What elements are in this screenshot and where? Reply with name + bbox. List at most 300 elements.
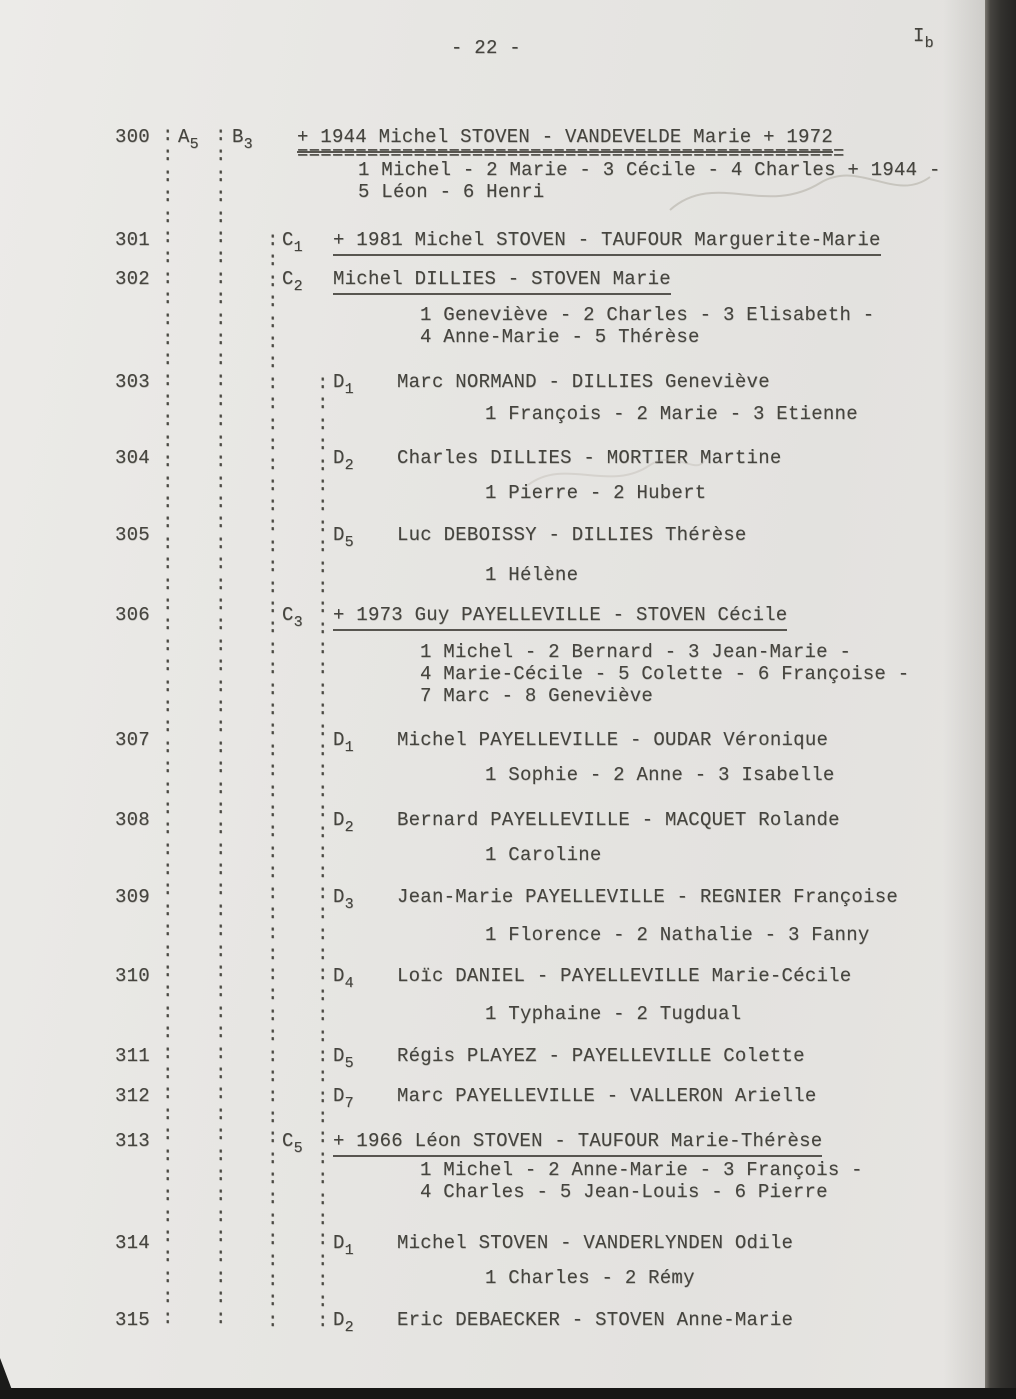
leader-colon: :	[267, 596, 279, 619]
leader-colon: :	[317, 800, 329, 823]
leader-colon: :	[317, 1309, 329, 1332]
generation-letter: C	[282, 268, 294, 290]
leader-colon: :	[267, 290, 279, 313]
leader-colon: :	[215, 715, 227, 738]
entry-header: Jean-Marie PAYELLEVILLE - REGNIER Françoise	[397, 886, 899, 908]
leader-colon: :	[162, 694, 174, 717]
entry-number: 301	[115, 229, 150, 251]
leader-colon: :	[215, 674, 227, 697]
leader-colon: :	[317, 1167, 329, 1190]
leader-colon: :	[215, 1041, 227, 1064]
leader-colon: :	[215, 776, 227, 799]
generation-letter: B	[232, 126, 244, 148]
leader-colon: :	[215, 205, 227, 228]
leader-colon: :	[267, 657, 279, 680]
leader-colon: :	[317, 473, 329, 496]
generation-label	[178, 126, 199, 153]
leader-colon: :	[215, 1245, 227, 1268]
generation-subscript: 3	[344, 896, 354, 913]
generation-subscript: 1	[293, 239, 303, 256]
leader-colon: :	[215, 1265, 227, 1288]
leader-colon: :	[215, 225, 227, 248]
leader-colon: :	[317, 1187, 329, 1210]
leader-colon: :	[317, 677, 329, 700]
leader-colon: :	[215, 1143, 227, 1166]
leader-colon: :	[215, 878, 227, 901]
children-line: 1 Hélène	[485, 564, 579, 586]
leader-colon: :	[162, 287, 174, 310]
leader-colon: :	[317, 514, 329, 537]
generation-label	[333, 1085, 354, 1112]
leader-colon: :	[267, 229, 279, 251]
leader-colon: :	[162, 1245, 174, 1268]
entry-header: Régis PLAYEZ - PAYELLEVILLE Colette	[397, 1045, 805, 1067]
leader-colon: :	[162, 572, 174, 595]
leader-colon: :	[215, 164, 227, 187]
leader-colon: :	[162, 1041, 174, 1064]
generation-subscript: 2	[344, 819, 354, 836]
leader-colon: :	[215, 1204, 227, 1227]
entry-number: 308	[115, 809, 150, 831]
leader-colon: :	[317, 881, 329, 904]
entry-number: 313	[115, 1130, 150, 1152]
leader-colon: :	[317, 942, 329, 965]
leader-colon: :	[317, 657, 329, 680]
leader-colon: :	[162, 327, 174, 350]
leader-colon: :	[162, 1286, 174, 1309]
leader-colon: :	[162, 368, 174, 391]
leader-colon: :	[267, 514, 279, 537]
leader-colon: :	[267, 1289, 279, 1312]
leader-colon: :	[267, 922, 279, 945]
leader-colon: :	[162, 450, 174, 473]
leader-colon: :	[162, 531, 174, 554]
leader-colon: :	[317, 616, 329, 639]
leader-colon: :	[215, 837, 227, 860]
leader-colon: :	[317, 718, 329, 741]
leader-colon: :	[267, 1248, 279, 1271]
leader-colon: :	[267, 677, 279, 700]
leader-colon: :	[162, 1204, 174, 1227]
scan-edge-corner-bottom-left	[0, 1358, 12, 1390]
leader-colon: :	[215, 633, 227, 656]
generation-letter: D	[333, 447, 345, 469]
leader-colon: :	[215, 1102, 227, 1125]
leader-colon: :	[215, 1082, 227, 1105]
leader-colon: :	[267, 1166, 279, 1189]
children-line: 4 Anne-Marie - 5 Thérèse	[420, 326, 700, 348]
entry-header: Marc NORMAND - DILLIES Geneviève	[397, 371, 770, 393]
entry-header: Luc DEBOISSY - DILLIES Thérèse	[397, 524, 747, 546]
corner-mark-base: I	[913, 25, 925, 47]
children-line: 5 Léon - 6 Henri	[358, 181, 545, 203]
leader-colon: :	[215, 1306, 227, 1329]
generation-letter: D	[333, 886, 345, 908]
leader-colon: :	[215, 572, 227, 595]
entry-header	[333, 229, 881, 251]
leader-column	[267, 230, 278, 1331]
corner-mark-subscript: b	[924, 35, 934, 52]
leader-colon: :	[267, 1126, 279, 1149]
generation-subscript: 5	[293, 1140, 303, 1157]
leader-colon: :	[317, 1106, 329, 1129]
generation-label	[333, 447, 354, 474]
leader-colon: :	[162, 837, 174, 860]
leader-colon: :	[317, 739, 329, 762]
generation-subscript: 1	[344, 381, 354, 398]
leader-colon: :	[215, 735, 227, 758]
leader-colon: :	[162, 307, 174, 330]
leader-colon: :	[215, 389, 227, 412]
leader-colon: :	[317, 963, 329, 986]
generation-letter: C	[282, 604, 294, 626]
leader-colon: :	[162, 491, 174, 514]
entry-number: 304	[115, 447, 150, 469]
generation-label	[333, 1309, 354, 1336]
leader-colon: :	[162, 164, 174, 187]
leader-colon: :	[162, 552, 174, 575]
entry-header: Marc PAYELLEVILLE - VALLERON Arielle	[397, 1085, 817, 1107]
entry-number: 305	[115, 524, 150, 546]
generation-label	[333, 809, 354, 836]
leader-colon: :	[162, 1265, 174, 1288]
leader-colon: :	[267, 963, 279, 986]
leader-colon: :	[162, 613, 174, 636]
entry-header: Charles DILLIES - MORTIER Martine	[397, 447, 782, 469]
leader-colon: :	[215, 939, 227, 962]
entry-number: 314	[115, 1232, 150, 1254]
leader-colon: :	[215, 592, 227, 615]
leader-colon: :	[267, 1268, 279, 1291]
leader-colon: :	[267, 1228, 279, 1251]
generation-label	[282, 604, 303, 631]
leader-colon: :	[215, 1184, 227, 1207]
entry-number: 310	[115, 965, 150, 987]
leader-colon: :	[162, 654, 174, 677]
leader-colon: :	[215, 1163, 227, 1186]
generation-letter: A	[178, 126, 190, 148]
leader-colon: :	[162, 817, 174, 840]
leader-colon: :	[267, 555, 279, 578]
leader-colon: :	[317, 1044, 329, 1067]
leader-colon: :	[215, 450, 227, 473]
generation-subscript: 5	[344, 1055, 354, 1072]
leader-colon: :	[317, 820, 329, 843]
leader-colon: :	[162, 205, 174, 228]
leader-colon: :	[162, 1021, 174, 1044]
leader-colon: :	[317, 1228, 329, 1251]
leader-colon: :	[162, 185, 174, 208]
leader-colon: :	[317, 433, 329, 456]
leader-colon: :	[162, 470, 174, 493]
leader-colon: :	[267, 534, 279, 557]
leader-colon: :	[317, 779, 329, 802]
leader-colon: :	[267, 738, 279, 761]
leader-colon: :	[215, 817, 227, 840]
leader-colon: :	[162, 1123, 174, 1146]
generation-letter: D	[333, 1085, 345, 1107]
leader-colon: :	[162, 409, 174, 432]
leader-colon: :	[267, 330, 279, 353]
leader-colon: :	[215, 613, 227, 636]
generation-letter: C	[282, 229, 294, 251]
generation-letter: D	[333, 524, 345, 546]
leader-colon: :	[162, 225, 174, 248]
leader-colon: :	[162, 1061, 174, 1084]
generation-label	[333, 524, 354, 551]
leader-colon: :	[267, 453, 279, 476]
leader-colon: :	[317, 412, 329, 435]
scan-edge-bottom	[0, 1388, 1016, 1399]
entry-number: 302	[115, 268, 150, 290]
generation-label	[333, 965, 354, 992]
leader-colon: :	[267, 1044, 279, 1067]
children-line: 1 Charles - 2 Rémy	[485, 1267, 695, 1289]
leader-colon: :	[215, 491, 227, 514]
children-line: 1 Michel - 2 Marie - 3 Cécile - 4 Charles + 1944 -	[358, 159, 941, 181]
children-line: 4 Marie-Cécile - 5 Colette - 6 Françoise -	[420, 663, 910, 685]
entry-header: Michel STOVEN - VANDERLYNDEN Odile	[397, 1232, 794, 1254]
leader-colon: :	[162, 1225, 174, 1248]
leader-colon: :	[317, 392, 329, 415]
leader-colon: :	[317, 555, 329, 578]
leader-colon: :	[267, 371, 279, 394]
entry-header-text: Michel DILLIES - STOVEN Marie	[333, 268, 671, 295]
leader-colon: :	[267, 1105, 279, 1128]
leader-colon: :	[215, 1286, 227, 1309]
entry-number: 300	[115, 126, 150, 148]
leader-colon: :	[162, 776, 174, 799]
leader-colon: :	[317, 596, 329, 619]
leader-colon: :	[215, 307, 227, 330]
leader-column	[162, 125, 173, 1328]
leader-colon: :	[215, 960, 227, 983]
leader-colon: :	[215, 980, 227, 1003]
leader-colon: :	[317, 494, 329, 517]
children-line: 1 Michel - 2 Bernard - 3 Jean-Marie -	[420, 641, 852, 663]
leader-colon: :	[317, 902, 329, 925]
leader-colon: :	[267, 616, 279, 639]
leader-colon: :	[267, 799, 279, 822]
leader-colon: :	[215, 1061, 227, 1084]
leader-colon: :	[215, 1123, 227, 1146]
leader-colon: :	[267, 1024, 279, 1047]
generation-letter: D	[333, 1232, 345, 1254]
generation-letter: D	[333, 1045, 345, 1067]
leader-colon: :	[162, 1306, 174, 1329]
leader-colon: :	[162, 348, 174, 371]
generation-subscript: 7	[344, 1095, 354, 1112]
leader-colon: :	[162, 796, 174, 819]
leader-colon: :	[162, 266, 174, 289]
generation-label	[333, 1045, 354, 1072]
generation-letter: C	[282, 1130, 294, 1152]
leader-colon: :	[267, 861, 279, 884]
generation-subscript: 4	[344, 975, 354, 992]
leader-colon: :	[215, 348, 227, 371]
leader-colon: :	[215, 858, 227, 881]
leader-colon: :	[215, 429, 227, 452]
leader-colon: :	[215, 552, 227, 575]
children-line: 1 Geneviève - 2 Charles - 3 Elisabeth -	[420, 304, 875, 326]
generation-subscript: 2	[293, 278, 303, 295]
leader-colon: :	[215, 1000, 227, 1023]
leader-colon: :	[267, 1207, 279, 1230]
leader-colon: :	[162, 735, 174, 758]
leader-colon: :	[267, 575, 279, 598]
generation-subscript: 2	[344, 457, 354, 474]
leader-colon: :	[215, 756, 227, 779]
children-line: 1 François - 2 Marie - 3 Etienne	[485, 403, 858, 425]
entry-number: 306	[115, 604, 150, 626]
children-line: 1 Caroline	[485, 844, 602, 866]
leader-colon: :	[317, 698, 329, 721]
generation-label	[282, 229, 303, 256]
leader-colon: :	[317, 922, 329, 945]
leader-colon: :	[162, 960, 174, 983]
entry-header-text: + 1966 Léon STOVEN - TAUFOUR Marie-Thérèse	[333, 1130, 822, 1157]
leader-colon: :	[162, 1000, 174, 1023]
leader-column	[215, 125, 226, 1328]
entry-header: Bernard PAYELLEVILLE - MACQUET Rolande	[397, 809, 840, 831]
leader-colon: :	[267, 249, 279, 272]
double-underline-equals-row: ===============================================	[297, 143, 845, 165]
leader-colon: :	[215, 287, 227, 310]
entry-header	[333, 268, 671, 290]
leader-colon: :	[267, 901, 279, 924]
generation-letter: D	[333, 965, 345, 987]
leader-colon: :	[317, 453, 329, 476]
children-line: 7 Marc - 8 Geneviève	[420, 685, 654, 707]
entry-header-text: + 1973 Guy PAYELLEVILLE - STOVEN Cécile	[333, 604, 787, 631]
leader-colon: :	[162, 898, 174, 921]
leader-colon: :	[162, 715, 174, 738]
leader-colon: :	[162, 124, 174, 146]
leader-colon: :	[162, 144, 174, 167]
leader-colon: :	[215, 531, 227, 554]
leader-colon: :	[317, 372, 329, 394]
leader-colon: :	[162, 1143, 174, 1166]
leader-colon: :	[267, 983, 279, 1006]
leader-colon: :	[215, 327, 227, 350]
generation-label	[333, 1232, 354, 1259]
generation-subscript: 3	[293, 614, 303, 631]
children-line: 4 Charles - 5 Jean-Louis - 6 Pierre	[420, 1181, 828, 1203]
leader-colon: :	[317, 535, 329, 558]
leader-colon: :	[215, 266, 227, 289]
children-line: 1 Pierre - 2 Hubert	[485, 482, 707, 504]
leader-colon: :	[162, 980, 174, 1003]
section-corner-mark	[913, 25, 934, 52]
leader-colon: :	[267, 351, 279, 374]
leader-colon: :	[267, 1309, 279, 1332]
leader-colon: :	[267, 473, 279, 496]
entry-header-text: + 1981 Michel STOVEN - TAUFOUR Marguerite-Marie	[333, 229, 881, 256]
leader-colon: :	[215, 185, 227, 208]
scan-shadow-right	[943, 0, 985, 1399]
leader-colon: :	[162, 1082, 174, 1105]
leader-colon: :	[162, 592, 174, 615]
leader-colon: :	[215, 124, 227, 146]
generation-subscript: 5	[344, 534, 354, 551]
leader-colon: :	[215, 919, 227, 942]
leader-colon: :	[215, 694, 227, 717]
generation-subscript: 3	[243, 136, 253, 153]
generation-letter: D	[333, 809, 345, 831]
leader-colon: :	[317, 1146, 329, 1169]
leader-colon: :	[162, 246, 174, 269]
generation-subscript: 1	[344, 1242, 354, 1259]
generation-subscript: 2	[344, 1319, 354, 1336]
leader-colon: :	[317, 983, 329, 1006]
leader-colon: :	[317, 1024, 329, 1047]
leader-colon: :	[317, 1208, 329, 1231]
leader-colon: :	[215, 470, 227, 493]
generation-letter: D	[333, 371, 345, 393]
leader-colon: :	[267, 1187, 279, 1210]
leader-colon: :	[317, 1126, 329, 1149]
children-line: 1 Michel - 2 Anne-Marie - 3 François -	[420, 1159, 863, 1181]
leader-colon: :	[215, 796, 227, 819]
leader-colon: :	[317, 1085, 329, 1108]
leader-colon: :	[317, 1289, 329, 1312]
generation-letter: D	[333, 1309, 345, 1331]
leader-colon: :	[267, 494, 279, 517]
leader-colon: :	[215, 368, 227, 391]
leader-colon: :	[162, 878, 174, 901]
leader-colon: :	[267, 392, 279, 415]
leader-colon: :	[267, 840, 279, 863]
entry-header: Loïc DANIEL - PAYELLEVILLE Marie-Cécile	[397, 965, 852, 987]
children-line: 1 Sophie - 2 Anne - 3 Isabelle	[485, 764, 835, 786]
leader-colon: :	[162, 389, 174, 412]
entry-header-text: + 1944 Michel STOVEN - VANDEVELDE Marie + 1972	[297, 126, 833, 153]
leader-colon: :	[162, 633, 174, 656]
leader-colon: :	[267, 1003, 279, 1026]
entry-number: 309	[115, 886, 150, 908]
children-line: 1 Florence - 2 Nathalie - 3 Fanny	[485, 924, 870, 946]
leader-colon: :	[317, 637, 329, 660]
leader-colon: :	[267, 1146, 279, 1169]
entry-number: 312	[115, 1085, 150, 1107]
generation-label	[282, 1130, 303, 1157]
leader-colon: :	[215, 1021, 227, 1044]
children-line: 1 Typhaine - 2 Tugdual	[485, 1003, 742, 1025]
leader-column	[317, 373, 328, 1331]
leader-colon: :	[162, 939, 174, 962]
leader-colon: :	[317, 1065, 329, 1088]
leader-colon: :	[162, 858, 174, 881]
generation-letter: D	[333, 729, 345, 751]
leader-colon: :	[267, 820, 279, 843]
entry-header: Michel PAYELLEVILLE - OUDAR Véronique	[397, 729, 829, 751]
leader-colon: :	[162, 1184, 174, 1207]
leader-colon: :	[162, 511, 174, 534]
generation-label	[333, 371, 354, 398]
page-number: - 22 -	[451, 37, 521, 59]
leader-colon: :	[317, 575, 329, 598]
generation-label	[333, 729, 354, 756]
leader-colon: :	[317, 1004, 329, 1027]
leader-colon: :	[162, 919, 174, 942]
leader-colon: :	[317, 1269, 329, 1292]
generation-subscript: 1	[344, 739, 354, 756]
entry-number: 303	[115, 371, 150, 393]
leader-colon: :	[267, 759, 279, 782]
leader-colon: :	[317, 861, 329, 884]
generation-label	[282, 268, 303, 295]
leader-colon: :	[267, 779, 279, 802]
